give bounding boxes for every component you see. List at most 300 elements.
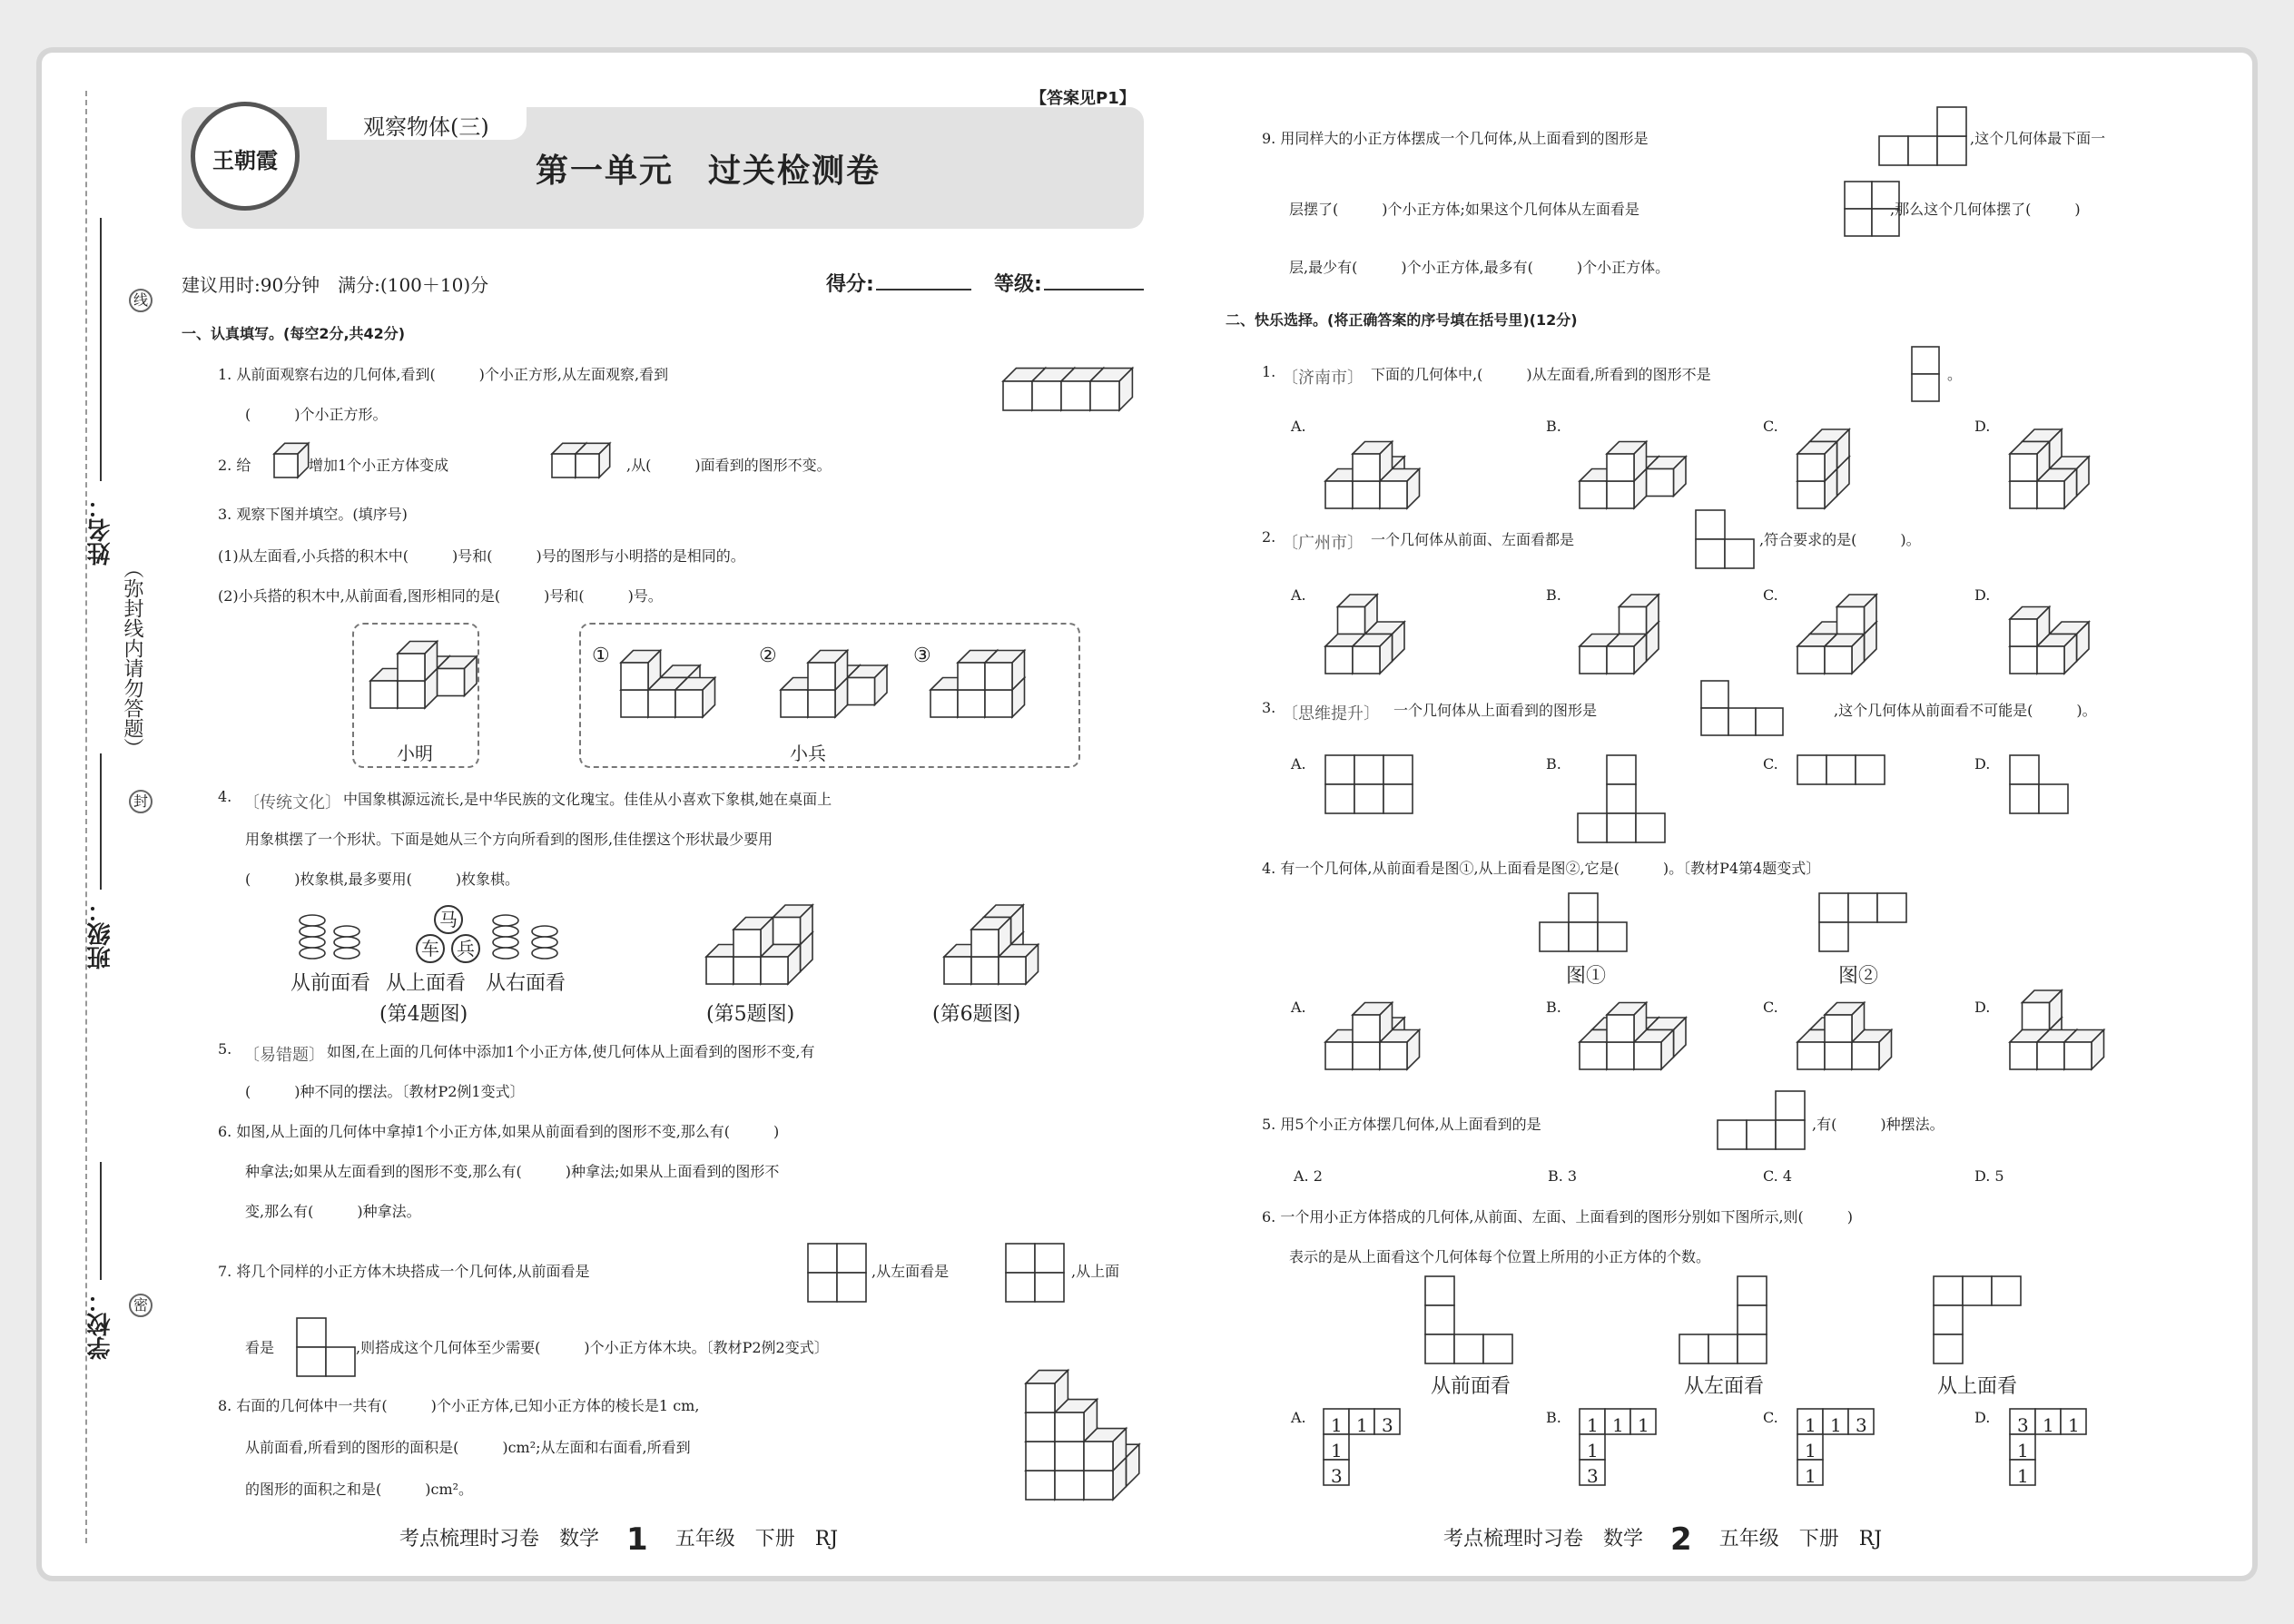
square xyxy=(1569,893,1598,922)
q2-mid: 增加1个小正方体变成 xyxy=(309,457,449,474)
chess-piece xyxy=(334,937,359,948)
square xyxy=(1701,681,1728,708)
q4-number: 4. xyxy=(218,788,232,805)
c3-option-c[interactable]: C. xyxy=(1763,755,1778,773)
q9-line2-tail: ,那么这个几何体摆了( ) xyxy=(1890,201,2081,218)
square xyxy=(1797,1042,1825,1069)
square xyxy=(1825,1015,1852,1042)
c1-option-d[interactable]: D. xyxy=(1974,418,1991,435)
q3-xiaobing-2 xyxy=(781,651,887,718)
square xyxy=(1607,481,1634,508)
chess-piece xyxy=(493,926,518,937)
square xyxy=(2010,619,2037,646)
square xyxy=(1701,708,1728,735)
square xyxy=(1934,1276,1963,1305)
q7-top-view xyxy=(297,1318,355,1376)
square xyxy=(1055,1471,1084,1500)
q7-left-view xyxy=(1006,1244,1064,1302)
square xyxy=(2010,481,2037,508)
square xyxy=(1877,893,1906,922)
chess-piece xyxy=(334,948,359,959)
square xyxy=(1797,646,1825,674)
square xyxy=(1338,607,1365,635)
square xyxy=(1826,755,1856,784)
q7-line1: 7. 将几个同样的小正方体木块搭成一个几何体,从前面看是 xyxy=(218,1263,590,1280)
chess-piece xyxy=(300,915,325,926)
square xyxy=(297,1318,326,1347)
grid-cell: 3 xyxy=(1587,1465,1599,1487)
square xyxy=(1620,607,1647,635)
score-label: 得分: xyxy=(826,273,874,296)
grid-cell: 3 xyxy=(2017,1414,2029,1436)
square xyxy=(1325,755,1354,784)
chess-piece xyxy=(532,926,557,937)
grid-cell: 1 xyxy=(1638,1414,1649,1436)
q7-line2: ,则搭成这个几何体至少需要( )个小正方体木块。〔教材P2例2变式〕 xyxy=(356,1339,829,1356)
grid-cell: 1 xyxy=(2017,1465,2029,1487)
square xyxy=(1679,1334,1708,1363)
square xyxy=(1797,454,1825,481)
xiaoming-caption: 小明 xyxy=(397,743,433,764)
square xyxy=(1647,469,1674,497)
square xyxy=(733,957,761,984)
q2-tail: ,从( )面看到的图形不变。 xyxy=(626,457,832,474)
square xyxy=(398,654,425,681)
c2-tag: 〔广州市〕 xyxy=(1282,534,1364,553)
c2-option-a[interactable]: A. xyxy=(1291,586,1306,604)
square xyxy=(971,957,999,984)
square xyxy=(1598,922,1627,951)
square xyxy=(326,1347,355,1376)
square xyxy=(1845,209,1872,236)
square xyxy=(1607,784,1636,813)
square xyxy=(1454,1334,1483,1363)
square xyxy=(398,681,425,708)
xiaobing-caption: 小兵 xyxy=(790,743,826,764)
square xyxy=(1634,1042,1661,1069)
q4-top-label: 从上面看 xyxy=(386,972,467,995)
grid-cell: 1 xyxy=(2043,1414,2054,1436)
c2-number: 2. xyxy=(1262,528,1276,546)
square xyxy=(1825,646,1852,674)
square xyxy=(1879,136,1908,165)
c4-opt-b xyxy=(1580,1003,1686,1070)
q2-two-cubes xyxy=(552,443,610,477)
page-title: 第一单元 过关检测卷 xyxy=(536,153,881,190)
square xyxy=(1607,1015,1634,1042)
q7-front-view xyxy=(808,1244,866,1302)
square xyxy=(781,690,808,717)
q9-top-view xyxy=(1879,107,1966,165)
square xyxy=(297,1347,326,1376)
c2-opt-c xyxy=(1797,595,1876,674)
c1-opt-b xyxy=(1580,442,1686,509)
square xyxy=(1055,1442,1084,1471)
q1-line1: 1. 从前面观察右边的几何体,看到( )个小正方形,从左面观察,看到 xyxy=(218,366,669,383)
c4-option-d[interactable]: D. xyxy=(1974,999,1991,1016)
q7-top-view: ,从上面 xyxy=(1071,1263,1120,1280)
page-number: 1 xyxy=(626,1521,648,1558)
square xyxy=(1718,1120,1747,1149)
q2-lead: 2. 给 xyxy=(218,457,251,474)
q3-part1: (1)从左面看,小兵搭的积木中( )号和( )号的图形与小明搭的是相同的。 xyxy=(218,547,745,565)
square xyxy=(1696,510,1725,539)
c2-end: ,符合要求的是( )。 xyxy=(1759,531,1921,548)
caption-fig5: (第5题图) xyxy=(706,1003,795,1026)
c4-figure-1 xyxy=(1540,893,1627,951)
c2-text: 一个几何体从前面、左面看都是 xyxy=(1371,531,1575,548)
grid-cell: 1 xyxy=(1830,1414,1842,1436)
square xyxy=(958,690,985,717)
square xyxy=(1353,481,1380,508)
square xyxy=(1353,1015,1380,1042)
c4-fig1-caption: 图① xyxy=(1566,965,1607,988)
c3-option-d[interactable]: D. xyxy=(1974,755,1991,773)
q4-right-label: 从右面看 xyxy=(486,972,566,995)
grade-label: 等级: xyxy=(994,273,1042,296)
square xyxy=(837,1273,866,1302)
q9-line1-tail: ,这个几何体最下面一 xyxy=(1970,130,2106,147)
square xyxy=(733,930,761,957)
c6-front-view xyxy=(1425,1276,1512,1363)
chess-piece xyxy=(493,948,518,959)
square xyxy=(621,690,648,717)
q6-line2: 种拿法;如果从左面看到的图形不变,那么有( )种拿法;如果从上面看到的图形不 xyxy=(245,1163,780,1180)
square xyxy=(2010,755,2039,784)
time-info: 建议用时:90分钟 满分:(100＋10)分 xyxy=(182,274,489,296)
c2-option-c[interactable]: C. xyxy=(1763,586,1778,604)
section1-heading: 一、认真填写。(每空2分,共42分) xyxy=(182,325,406,342)
q4-front-label: 从前面看 xyxy=(290,972,371,995)
square xyxy=(930,690,958,717)
q5-number: 5. xyxy=(218,1040,232,1058)
q8-line1: 8. 右面的几何体中一共有( )个小正方体,已知小正方体的棱长是1 cm, xyxy=(218,1397,700,1414)
square xyxy=(1738,1276,1767,1305)
c6-option-a[interactable]: A. xyxy=(1291,1409,1306,1426)
grid-cell: 1 xyxy=(1356,1414,1368,1436)
footer-left xyxy=(399,1521,838,1558)
caption-fig4: (第4题图) xyxy=(379,1003,468,1026)
c1-opt-a xyxy=(1325,442,1420,509)
q3-part2: (2)小兵搭的积木中,从前面看,图形相同的是( )号和( )号。 xyxy=(218,587,663,605)
square xyxy=(1819,893,1848,922)
square xyxy=(1776,1120,1805,1149)
square xyxy=(2010,646,2037,674)
square xyxy=(706,957,733,984)
square xyxy=(1636,813,1665,842)
c1-tag: 〔济南市〕 xyxy=(1282,369,1364,388)
grid-cell: 1 xyxy=(1612,1414,1624,1436)
c2-opt-b xyxy=(1580,595,1659,674)
binder-warning: （弥封线内请勿答题） xyxy=(121,558,143,758)
c2-reference xyxy=(1696,510,1754,568)
c3-option-b[interactable]: B. xyxy=(1546,755,1561,773)
square xyxy=(2010,784,2039,813)
c3-end: ,这个几何体从前面看不可能是( )。 xyxy=(1834,702,2097,719)
square xyxy=(1848,893,1877,922)
square xyxy=(1908,136,1937,165)
q4-tag: 〔传统文化〕 xyxy=(243,793,341,812)
square xyxy=(1383,784,1413,813)
square xyxy=(1937,136,1966,165)
square xyxy=(1696,539,1725,568)
square xyxy=(1006,1273,1035,1302)
square xyxy=(1353,646,1380,674)
c4-option-c[interactable]: C. xyxy=(1763,999,1778,1016)
grid-cell: 3 xyxy=(1856,1414,1867,1436)
q8-line2: 从前面看,所看到的图形的面积是( )cm²;从左面和右面看,所看到 xyxy=(245,1439,691,1456)
c3-opt-d xyxy=(2010,755,2068,813)
square xyxy=(1580,646,1607,674)
c4-option-a[interactable]: A. xyxy=(1291,999,1306,1016)
school-label: 学校： xyxy=(87,1289,114,1360)
square xyxy=(1856,755,1885,784)
q1-line2: ( )个小正方形。 xyxy=(245,406,388,423)
c1-number: 1. xyxy=(1262,363,1276,380)
section2-heading: 二、快乐选择。(将正确答案的序号填在括号里)(12分) xyxy=(1226,311,1578,329)
c6-option-d[interactable]: D. xyxy=(1974,1409,1991,1426)
c4-fig2-caption: 图② xyxy=(1838,965,1879,988)
square xyxy=(1325,481,1353,508)
q7-left-view: ,从左面看是 xyxy=(871,1263,950,1280)
c4-text: 4. 有一个几何体,从前面看是图①,从上面看是图②,它是( )。〔教材P4第4题变式〕 xyxy=(1262,860,1821,877)
square xyxy=(837,1244,866,1273)
c6-top-view xyxy=(1934,1276,2021,1363)
square xyxy=(2010,454,2037,481)
square xyxy=(808,663,835,690)
square xyxy=(1934,1334,1963,1363)
square xyxy=(1483,1334,1512,1363)
caption-fig6: (第6题图) xyxy=(932,1003,1021,1026)
square xyxy=(675,690,703,717)
q4-line3: ( )枚象棋,最多要用( )枚象棋。 xyxy=(245,871,520,888)
c3-opt-c xyxy=(1797,755,1885,784)
square xyxy=(370,681,398,708)
grid-cell: 3 xyxy=(1382,1414,1393,1436)
footer-right xyxy=(1443,1521,1882,1558)
square xyxy=(2010,1042,2037,1069)
grid-cell: 3 xyxy=(1331,1465,1343,1487)
c2-opt-a xyxy=(1325,595,1404,674)
square xyxy=(1569,922,1598,951)
square xyxy=(958,663,985,690)
c1-text: 下面的几何体中,( )从左面看,所看到的图形不是 xyxy=(1371,366,1711,383)
square xyxy=(971,930,999,957)
square xyxy=(1084,1471,1113,1500)
c5-option-b[interactable]: B. 3 xyxy=(1548,1167,1578,1185)
c5-option-a[interactable]: A. 2 xyxy=(1294,1167,1323,1185)
square xyxy=(1380,481,1407,508)
square xyxy=(1797,755,1826,784)
square xyxy=(1325,1042,1353,1069)
c2-opt-d xyxy=(2010,607,2089,674)
c6-option-c[interactable]: C. xyxy=(1763,1409,1778,1426)
c1-option-b[interactable]: B. xyxy=(1546,418,1561,435)
footer-grade: 五年级 下册 RJ xyxy=(674,1528,839,1550)
c6-option-b[interactable]: B. xyxy=(1546,1409,1561,1426)
square xyxy=(1003,381,1032,410)
square xyxy=(1580,481,1607,508)
square xyxy=(1383,755,1413,784)
square xyxy=(1738,1305,1767,1334)
q3-xiaobing-1 xyxy=(621,651,715,718)
q4-line2: 用象棋摆了一个形状。下面是她从三个方向所看到的图形,佳佳摆这个形状最少要用 xyxy=(245,831,773,848)
xiaobing-num-3: ③ xyxy=(913,645,931,667)
square xyxy=(1747,1120,1776,1149)
square xyxy=(1963,1276,1992,1305)
chess-piece xyxy=(493,937,518,948)
c5-option-c[interactable]: C. 4 xyxy=(1763,1167,1793,1185)
square xyxy=(1540,922,1569,951)
square xyxy=(1738,1334,1767,1363)
square xyxy=(1084,1442,1113,1471)
q1-cube-row xyxy=(1003,369,1132,410)
square xyxy=(2064,1042,2092,1069)
c5-option-d[interactable]: D. 5 xyxy=(1974,1167,2004,1185)
grid-cell: 1 xyxy=(1587,1414,1599,1436)
footer-book: 考点梳理时习卷 数学 xyxy=(1443,1528,1644,1550)
q6-line3: 变,那么有( )种拿法。 xyxy=(245,1203,421,1220)
name-label: 姓名： xyxy=(87,495,114,566)
square xyxy=(848,678,875,705)
square xyxy=(1819,922,1848,951)
c3-option-a[interactable]: A. xyxy=(1291,755,1306,773)
c1-option-c[interactable]: C. xyxy=(1763,418,1778,435)
c6-top-caption: 从上面看 xyxy=(1937,1375,2018,1398)
square xyxy=(808,1244,837,1273)
c1-option-a[interactable]: A. xyxy=(1291,418,1306,435)
footer-grade: 五年级 下册 RJ xyxy=(1718,1528,1883,1550)
square xyxy=(1725,539,1754,568)
c2-option-d[interactable]: D. xyxy=(1974,586,1991,604)
seal-mark: 封 xyxy=(129,790,153,813)
c3-text: 一个几何体从上面看到的图形是 xyxy=(1393,702,1598,719)
square xyxy=(2039,784,2068,813)
q6-line1: 6. 如图,从上面的几何体中拿掉1个小正方体,如果从前面看到的图形不变,那么有( ) xyxy=(218,1123,780,1140)
q5-tag: 〔易错题〕 xyxy=(243,1046,325,1065)
page-number: 2 xyxy=(1670,1521,1692,1558)
square xyxy=(2037,1042,2064,1069)
c4-opt-c xyxy=(1797,1003,1892,1070)
square xyxy=(2037,646,2064,674)
q4-chess-views xyxy=(300,906,557,962)
square xyxy=(1578,813,1607,842)
square xyxy=(1026,1383,1055,1412)
close-mark: 密 xyxy=(129,1294,153,1317)
chess-ma-label: 马 xyxy=(439,909,458,930)
q5-line2: ( )种不同的摆法。〔教材P2例1变式〕 xyxy=(245,1083,525,1100)
c6-left-caption: 从左面看 xyxy=(1684,1375,1765,1398)
c3-opt-b xyxy=(1578,755,1665,842)
square xyxy=(1912,347,1939,374)
c4-figure-2 xyxy=(1819,893,1906,951)
square xyxy=(1354,755,1383,784)
square xyxy=(1026,1412,1055,1442)
grid-cell: 1 xyxy=(2068,1414,2080,1436)
q2-single-cube xyxy=(274,443,309,477)
c2-option-b[interactable]: B. xyxy=(1546,586,1561,604)
c1-opt-d xyxy=(2010,429,2089,508)
square xyxy=(1353,454,1380,481)
c1-opt-c xyxy=(1797,429,1849,508)
square xyxy=(274,454,298,477)
square xyxy=(1035,1244,1064,1273)
q8-figure xyxy=(1026,1371,1139,1500)
q9-line1-lead: 9. 用同样大的小正方体摆成一个几何体,从上面看到的图形是 xyxy=(1262,130,1649,147)
q3-heading: 3. 观察下图并填空。(填序号) xyxy=(218,506,408,523)
square xyxy=(1992,1276,2021,1305)
square xyxy=(2023,1003,2050,1030)
square xyxy=(1934,1305,1963,1334)
square xyxy=(944,957,971,984)
square xyxy=(1607,454,1634,481)
square xyxy=(1354,784,1383,813)
square xyxy=(1607,1042,1634,1069)
c3-opt-a xyxy=(1325,755,1413,813)
square xyxy=(808,690,835,717)
square xyxy=(999,957,1026,984)
square xyxy=(1607,813,1636,842)
square xyxy=(1756,708,1783,735)
square xyxy=(773,918,801,945)
q5-figure xyxy=(706,905,812,984)
q9-line2-lead: 层摆了( )个小正方体;如果这个几何体从左面看是 xyxy=(1289,201,1639,218)
grid-cell: 1 xyxy=(1805,1440,1816,1462)
xiaobing-num-1: ① xyxy=(592,645,610,667)
c3-tag: 〔思维提升〕 xyxy=(1282,704,1380,723)
square xyxy=(1912,374,1939,401)
square xyxy=(1607,646,1634,674)
square xyxy=(1852,1042,1879,1069)
c4-option-b[interactable]: B. xyxy=(1546,999,1561,1016)
footer-book: 考点梳理时习卷 数学 xyxy=(399,1528,600,1550)
square xyxy=(2037,481,2064,508)
c3-reference xyxy=(1701,681,1783,735)
c6-line2: 表示的是从上面看这个几何体每个位置上所用的小正方体的个数。 xyxy=(1289,1248,1711,1265)
q8-line3: 的图形的面积之和是( )cm²。 xyxy=(245,1481,474,1498)
square xyxy=(1845,182,1872,209)
chess-piece xyxy=(300,937,325,948)
square xyxy=(1325,646,1353,674)
q7-line2-lead: 看是 xyxy=(245,1339,275,1356)
c6-left-view xyxy=(1679,1276,1767,1363)
q9-line3: 层,最少有( )个小正方体,最多有( )个小正方体。 xyxy=(1289,259,1670,276)
square xyxy=(621,663,648,690)
chess-piece xyxy=(532,937,557,948)
q6-figure xyxy=(944,905,1039,984)
square xyxy=(1353,1042,1380,1069)
c5-end: ,有( )种摆法。 xyxy=(1812,1116,1944,1133)
square xyxy=(1837,607,1865,635)
c3-number: 3. xyxy=(1262,699,1276,716)
square xyxy=(648,690,675,717)
class-label: 班级： xyxy=(87,899,114,969)
c5-top-view xyxy=(1718,1091,1805,1149)
square xyxy=(1728,708,1756,735)
square xyxy=(1425,1334,1454,1363)
square xyxy=(1380,1042,1407,1069)
q3-xiaoming xyxy=(370,642,477,709)
chess-piece xyxy=(300,948,325,959)
c4-opt-d xyxy=(2010,990,2104,1069)
square xyxy=(985,690,1012,717)
square xyxy=(1425,1305,1454,1334)
square xyxy=(438,669,465,696)
c1-end: 。 xyxy=(1947,366,1963,383)
chess-bing-label: 兵 xyxy=(457,938,475,960)
grid-cell: 1 xyxy=(1331,1440,1343,1462)
grid-cell: 1 xyxy=(1331,1414,1343,1436)
